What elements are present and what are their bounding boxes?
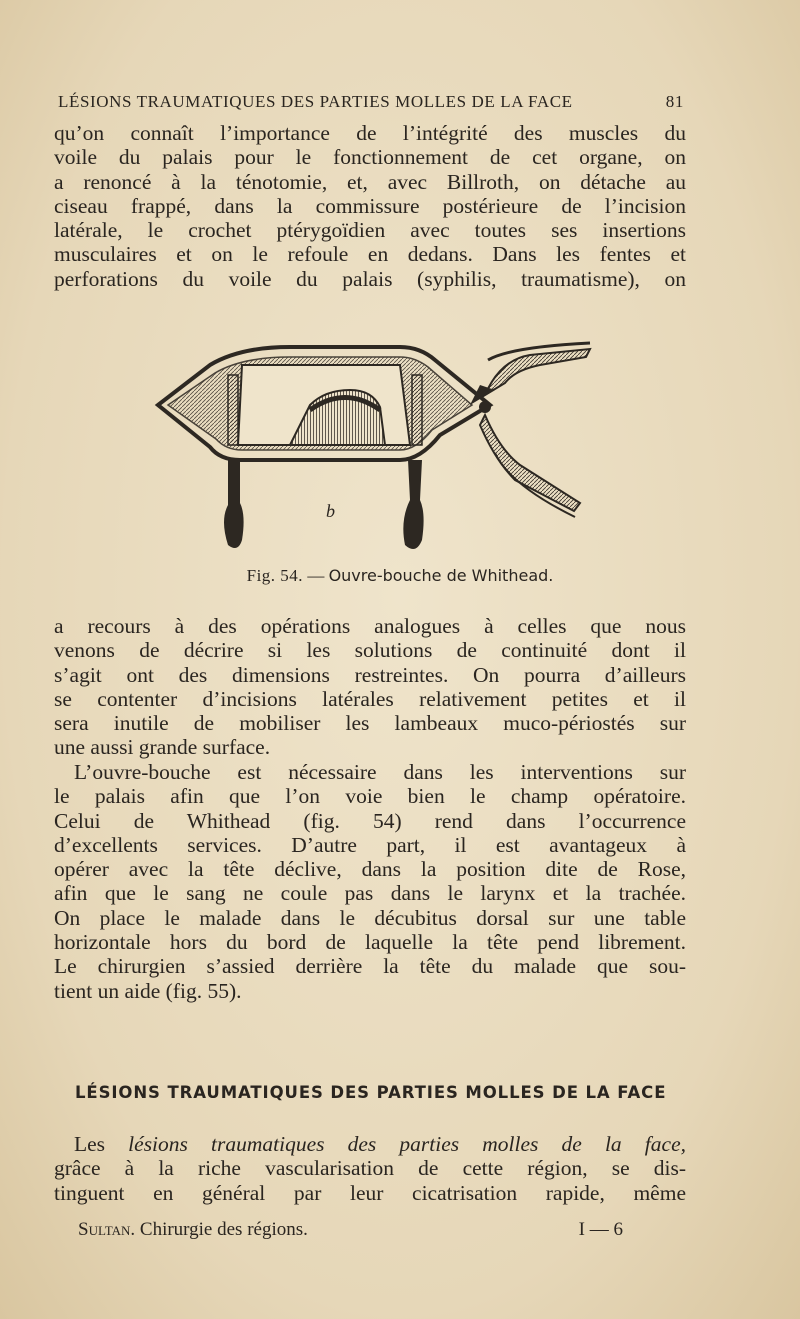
italic-phrase: lésions traumatiques des parties molles de la face, [128,1132,686,1156]
caption-separator: — [307,566,325,585]
text-line: Celui de Whithead (fig. 54) rend dans l’occurrence [54,808,686,833]
running-title: LÉSIONS TRAUMATIQUES DES PARTIES MOLLES DE LA FACE [58,92,573,111]
caption-number: Fig. 54. [246,566,304,585]
caption-text: Ouvre-bouche de Whithead. [328,566,554,585]
footer-author: Sultan [78,1219,131,1240]
text-line: opérer avec la tête déclive, dans la position dite de Rose, [54,857,686,882]
text-line: a recours à des opérations analogues à celles que nous [54,614,686,638]
text-line: venons de décrire si les solutions de continuité dont il [54,638,686,663]
text-line: tient un aide (fig. 55). [54,978,242,1003]
text-prefix: Les [74,1132,129,1156]
paragraph-3 [54,760,686,1003]
text-line: d’excellents services. D’autre part, il est avantageux à [54,832,686,857]
text-line: On place le malade dans le décubitus dorsal sur une table [54,905,686,930]
text-line: tinguent en général par leur cicatrisation rapide, même [54,1180,686,1205]
paragraph-2 [54,614,686,760]
footer-signature: I — 6 [578,1219,623,1240]
text-line: a renoncé à la ténotomie, et, avec Billroth, on détache au [54,169,686,194]
mouth-gag-illustration [150,335,600,560]
text-line: une aussi grande surface. [54,735,271,760]
text-line: s’agit ont des dimensions restreintes. On pourra d’ailleurs [54,662,686,687]
figure-mouth-gag [150,335,600,560]
text-line: afin que le sang ne coule pas dans le larynx et la trachée. [54,881,686,906]
paragraph-1 [54,121,686,291]
text-line: musculaires et on le refoule en dedans. Dans les fentes et [54,242,686,267]
text-line: sera inutile de mobiliser les lambeaux muco-périostés sur [54,711,686,736]
paragraph-4 [54,1132,686,1205]
footer-citation: Sultan. Chirurgie des régions. [78,1219,308,1240]
text-line: horizontale hors du bord de laquelle la tête pend librement. [54,930,686,955]
page-footer [78,1219,623,1241]
text-line: ciseau frappé, dans la commissure postérieure de l’incision [54,193,686,218]
footer-title: Chirurgie des régions. [139,1219,308,1240]
page-number: 81 [665,92,684,111]
text-line: Le chirurgien s’assied derrière la tête du malade que sou- [54,954,686,979]
text-line: le palais afin que l’on voie bien le champ opératoire. [54,784,686,809]
figure-caption [0,566,800,586]
text-line: perforations du voile du palais (syphilis, traumatisme), on [54,266,686,291]
text-line: L’ouvre-bouche est nécessaire dans les interventions sur [74,760,686,784]
text-line [54,1132,686,1156]
text-line: voile du palais pour le fonctionnement de cet organe, on [54,145,686,170]
text-line: se contenter d’incisions latérales relativement petites et il [54,686,686,711]
running-header [58,92,684,112]
text-line: latérale, le crochet ptérygoïdien avec toutes ses insertions [54,218,686,243]
text-line: grâce à la riche vascularisation de cette région, se dis- [54,1156,686,1181]
text-line: qu’on connaît l’importance de l’intégrité des muscles du [54,121,686,145]
section-heading: LÉSIONS TRAUMATIQUES DES PARTIES MOLLES DE LA FACE [75,1083,667,1102]
figure-label-b: b [326,501,335,521]
